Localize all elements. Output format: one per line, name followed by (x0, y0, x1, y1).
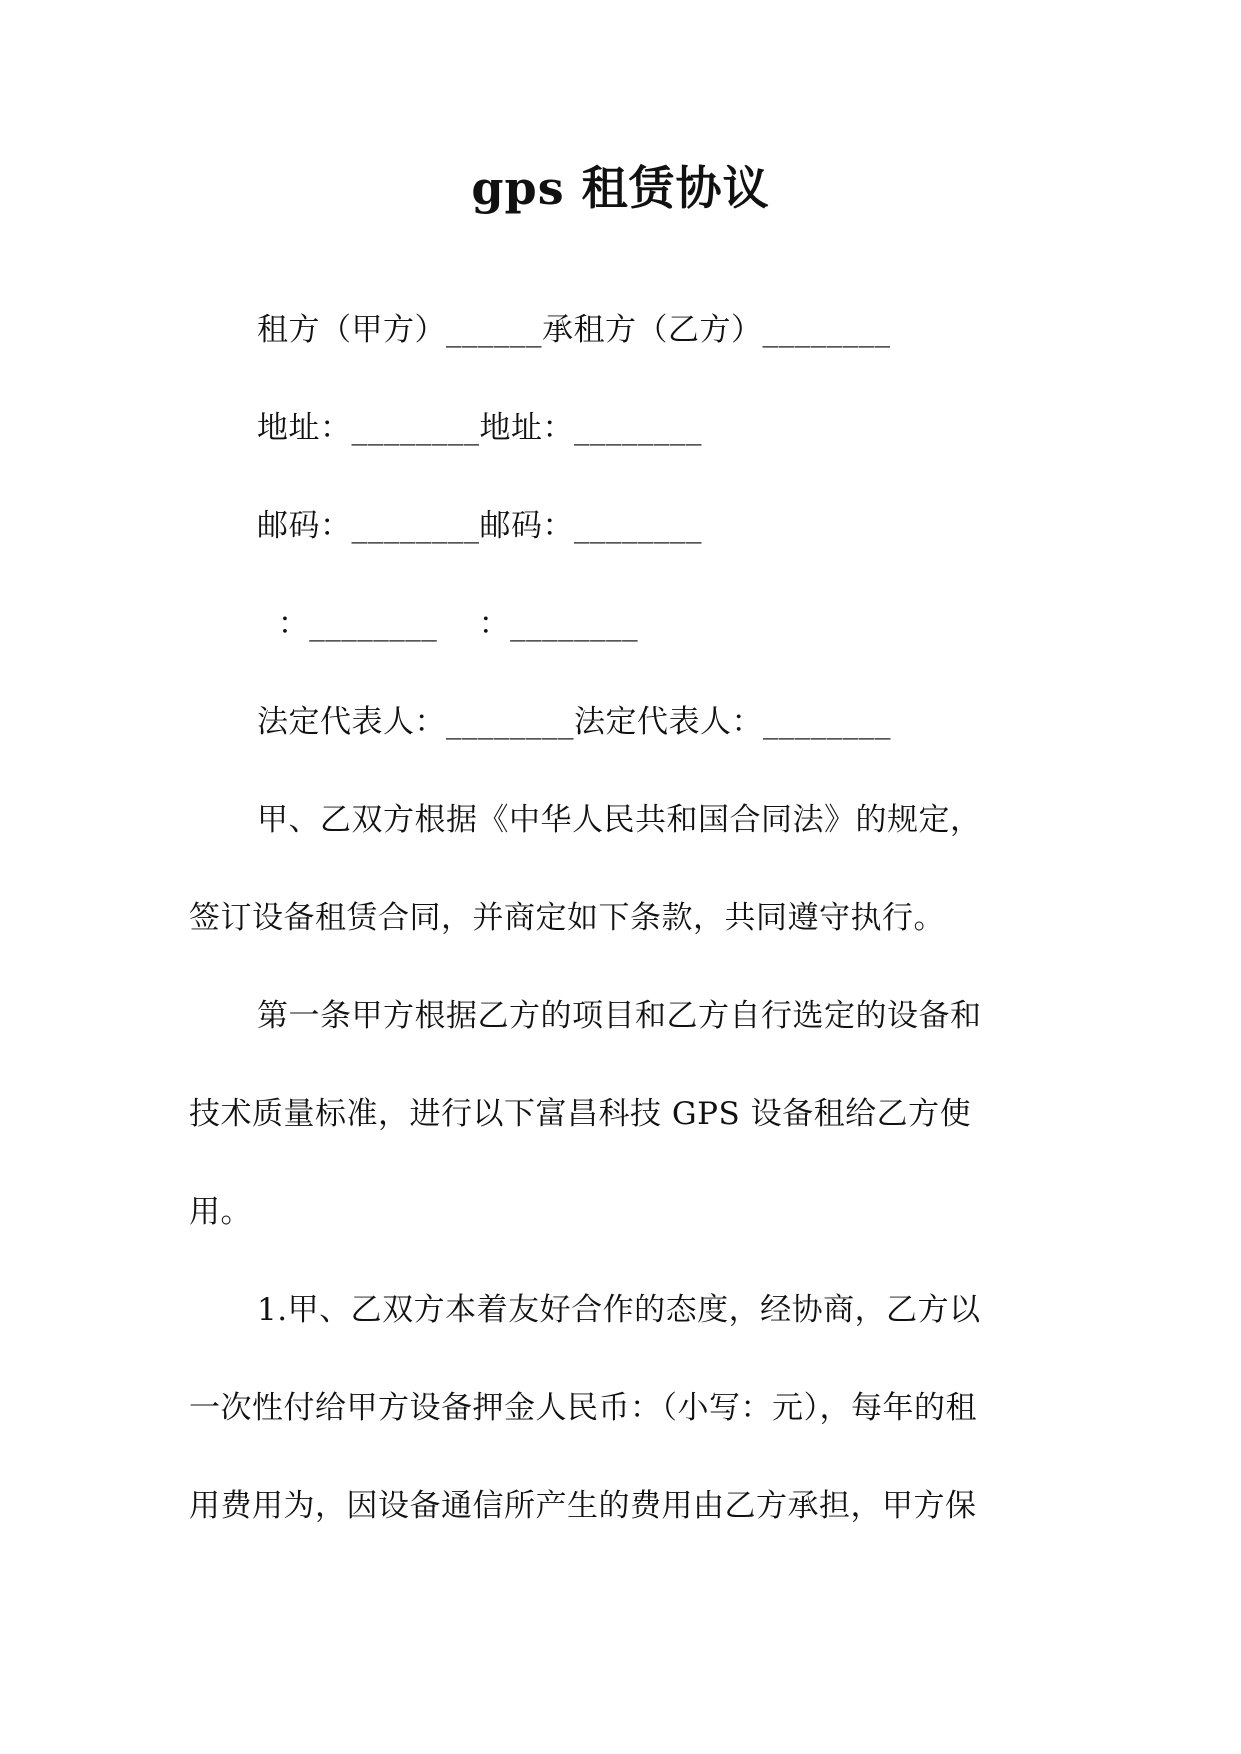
phone-line: ：________ ：________ (257, 606, 639, 642)
body-paragraph-line: 签订设备租赁合同，并商定如下条款，共同遵守执行。 (189, 900, 945, 936)
parties-line: 租方（甲方）______承租方（乙方）________ (257, 312, 891, 348)
address-line: 地址：________地址：________ (257, 410, 702, 446)
legal-rep-line: 法定代表人：________法定代表人：________ (257, 704, 891, 740)
body-paragraph-line: 第一条甲方根据乙方的项目和乙方自行选定的设备和 (257, 998, 982, 1034)
body-paragraph-line: 一次性付给甲方设备押金人民币：（小写：元），每年的租 (189, 1390, 977, 1426)
postcode-line: 邮码：________邮码：________ (257, 508, 702, 544)
body-paragraph-line: 用费用为，因设备通信所产生的费用由乙方承担，甲方保 (189, 1488, 977, 1524)
body-paragraph-line: 技术质量标准，进行以下富昌科技 GPS 设备租给乙方使 (189, 1096, 972, 1132)
document-title: gps 租赁协议 (471, 161, 770, 215)
body-paragraph-line: 1.甲、乙双方本着友好合作的态度，经协商，乙方以 (257, 1292, 981, 1328)
body-paragraph-line: 甲、乙双方根据《中华人民共和国合同法》的规定， (257, 802, 982, 838)
body-paragraph-line: 用。 (189, 1194, 252, 1230)
